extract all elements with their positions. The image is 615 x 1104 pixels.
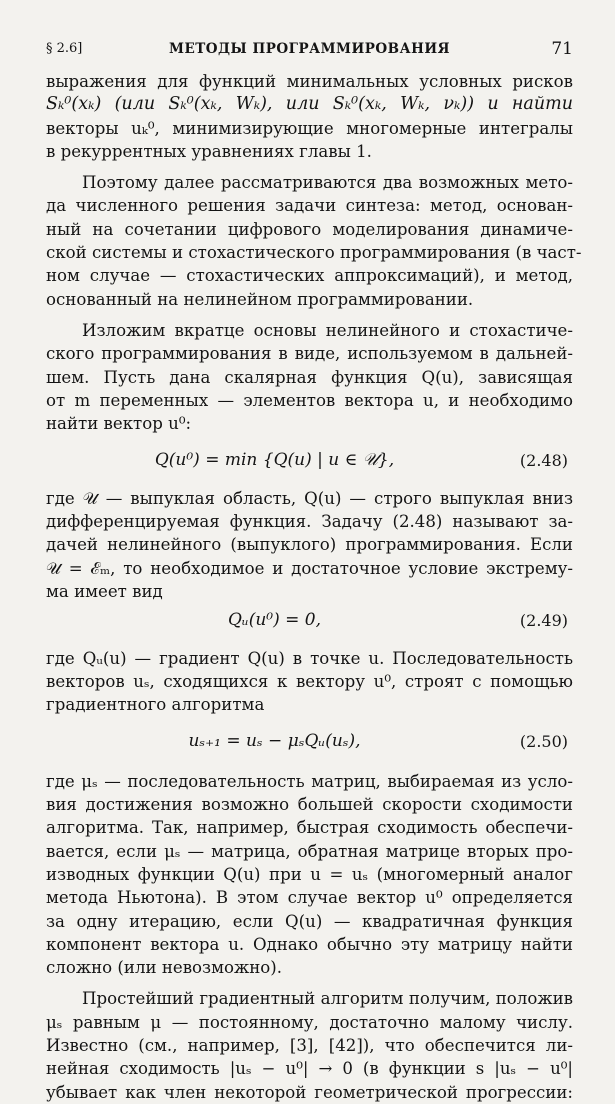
equation-formula: Q(u⁰) = min {Q(u) | u ∈ 𝒰}, [154, 450, 395, 471]
text-line: Изложим вкратце основы нелинейного и стохастиче- [82, 320, 573, 340]
text-line: Sₖ⁰(xₖ) (или Sₖ⁰(xₖ, Wₖ), или Sₖ⁰(xₖ, Wₖ, νₖ)) и найти [46, 94, 573, 115]
text-line: метода Ньютона). В этом случае вектор u⁰ определяется [46, 888, 573, 908]
page-body [46, 70, 582, 1104]
text-line: основанный на нелинейном программировании. [46, 289, 474, 309]
text-line: Простейший градиентный алгоритм получим, положив [82, 989, 573, 1009]
text-line: сложно (или невозможно). [46, 958, 283, 978]
text-line: где μₛ — последовательность матриц, выбираемая из усло- [46, 771, 573, 791]
equation-2-49 [46, 609, 573, 632]
text-line: нейная сходимость |uₛ − u⁰| → 0 (в функции s |uₛ − u⁰| [46, 1059, 573, 1079]
text-line: компонент вектора u. Однако обычно эту матрицу найти [46, 934, 573, 954]
text-line: изводных функции Q(u) при u = uₛ (многомерный аналог [46, 864, 573, 884]
text-line: 𝒰 = ℰₘ, то необходимое и достаточное условие экстрему- [46, 558, 573, 578]
equation-formula: Qᵤ(u⁰) = 0, [227, 610, 322, 631]
text-line: градиентного алгоритма [46, 695, 265, 715]
text-line: убывает как член некоторой геометрической прогрессии: [46, 1082, 573, 1102]
equation-2-48 [46, 449, 573, 472]
text-line: вия достижения возможно большей скорости сходимости [46, 795, 573, 815]
text-line: μₛ равным μ — постоянному, достаточно малому числу. [46, 1012, 573, 1032]
text-line: шем. Пусть дана скалярная функция Q(u), зависящая [46, 367, 573, 387]
equation-2-50 [46, 730, 573, 753]
text-line: алгоритма. Так, например, быстрая сходимость обеспечи- [46, 818, 573, 838]
running-title: МЕТОДЫ ПРОГРАММИРОВАНИЯ [169, 41, 450, 57]
text-line: ского программирования в виде, используемом в дальней- [46, 344, 573, 364]
text-line: ской системы и стохастического программирования (в част- [46, 243, 582, 263]
text-line: ный на сочетании цифрового моделирования динамиче- [46, 219, 573, 239]
section-reference: § 2.6] [46, 41, 83, 56]
equation-number: (2.49) [519, 611, 568, 631]
equation-number: (2.48) [519, 451, 568, 471]
text-line: от m переменных — элементов вектора u, и необходимо [46, 390, 573, 410]
running-header [46, 39, 573, 61]
text-line: выражения для функций минимальных условных рисков [46, 72, 573, 91]
text-line: где 𝒰 — выпуклая область, Q(u) — строго выпуклая вниз [46, 488, 573, 508]
text-line: найти вектор u⁰: [46, 414, 192, 434]
page-number: 71 [551, 39, 573, 59]
text-line: да численного решения задачи синтеза: метод, основан- [46, 196, 573, 216]
text-line: где Qᵤ(u) — градиент Q(u) в точке u. Последовательность [46, 648, 573, 668]
text-line: Поэтому далее рассматриваются два возможных мето- [82, 173, 573, 193]
text-line: векторы uₖ⁰, минимизирующие многомерные интегралы [46, 118, 573, 138]
text-line: ном случае — стохастических аппроксимаций), и метод, [46, 266, 573, 286]
text-line: ма имеет вид [46, 581, 163, 601]
equation-number: (2.50) [519, 732, 568, 752]
equation-formula: uₛ₊₁ = uₛ − μₛQᵤ(uₛ), [188, 731, 361, 752]
text-line: векторов uₛ, сходящихся к вектору u⁰, строят с помощью [46, 671, 573, 691]
text-line: за одну итерацию, если Q(u) — квадратичная функция [46, 911, 573, 931]
text-line: в рекуррентных уравнениях главы 1. [46, 141, 372, 161]
text-line: вается, если μₛ — матрица, обратная матрице вторых про- [46, 841, 573, 861]
text-line: дачей нелинейного (выпуклого) программирования. Если [46, 535, 573, 555]
text-line: дифференцируемая функция. Задачу (2.48) называют за- [46, 512, 573, 532]
text-line: Известно (см., например, [3], [42]), что обеспечится ли- [46, 1035, 573, 1055]
